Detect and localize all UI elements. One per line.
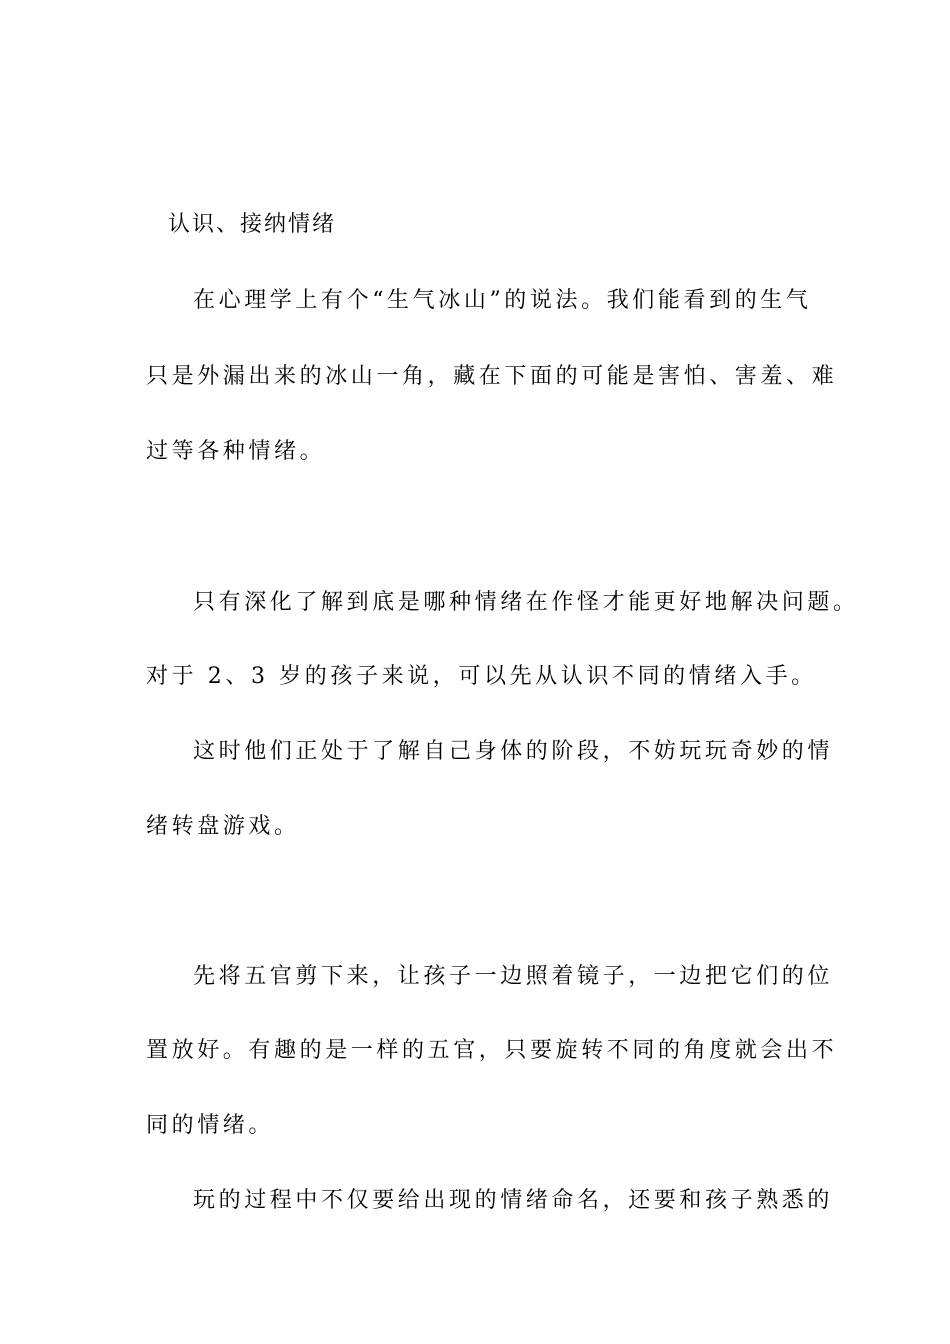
paragraph-line: 过等各种情绪。 xyxy=(146,439,326,464)
paragraph-line: 同的情绪。 xyxy=(146,1113,275,1138)
section-heading: 认识、接纳情绪 xyxy=(168,212,337,237)
paragraph-line: 在心理学上有个“生气冰山”的说法。我们能看到的生气 xyxy=(193,288,812,313)
paragraph-line: 置放好。有趣的是一样的五官，只要旋转不同的角度就会出不 xyxy=(146,1038,838,1063)
paragraph-line: 这时他们正处于了解自己身体的阶段，不妨玩玩奇妙的情 xyxy=(193,739,834,764)
paragraph-line: 先将五官剪下来，让孩子一边照着镜子，一边把它们的位 xyxy=(193,964,834,989)
paragraph-line: 只有深化了解到底是哪种情绪在作怪才能更好地解决问题。 xyxy=(193,590,859,615)
paragraph-line: 绪转盘游戏。 xyxy=(146,814,300,839)
paragraph-line: 只是外漏出来的冰山一角，藏在下面的可能是害怕、害羞、难 xyxy=(146,364,838,389)
paragraph-line: 对于 2、3 岁的孩子来说，可以先从认识不同的情绪入手。 xyxy=(146,664,817,689)
paragraph-line: 玩的过程中不仅要给出现的情绪命名，还要和孩子熟悉的 xyxy=(193,1188,834,1213)
